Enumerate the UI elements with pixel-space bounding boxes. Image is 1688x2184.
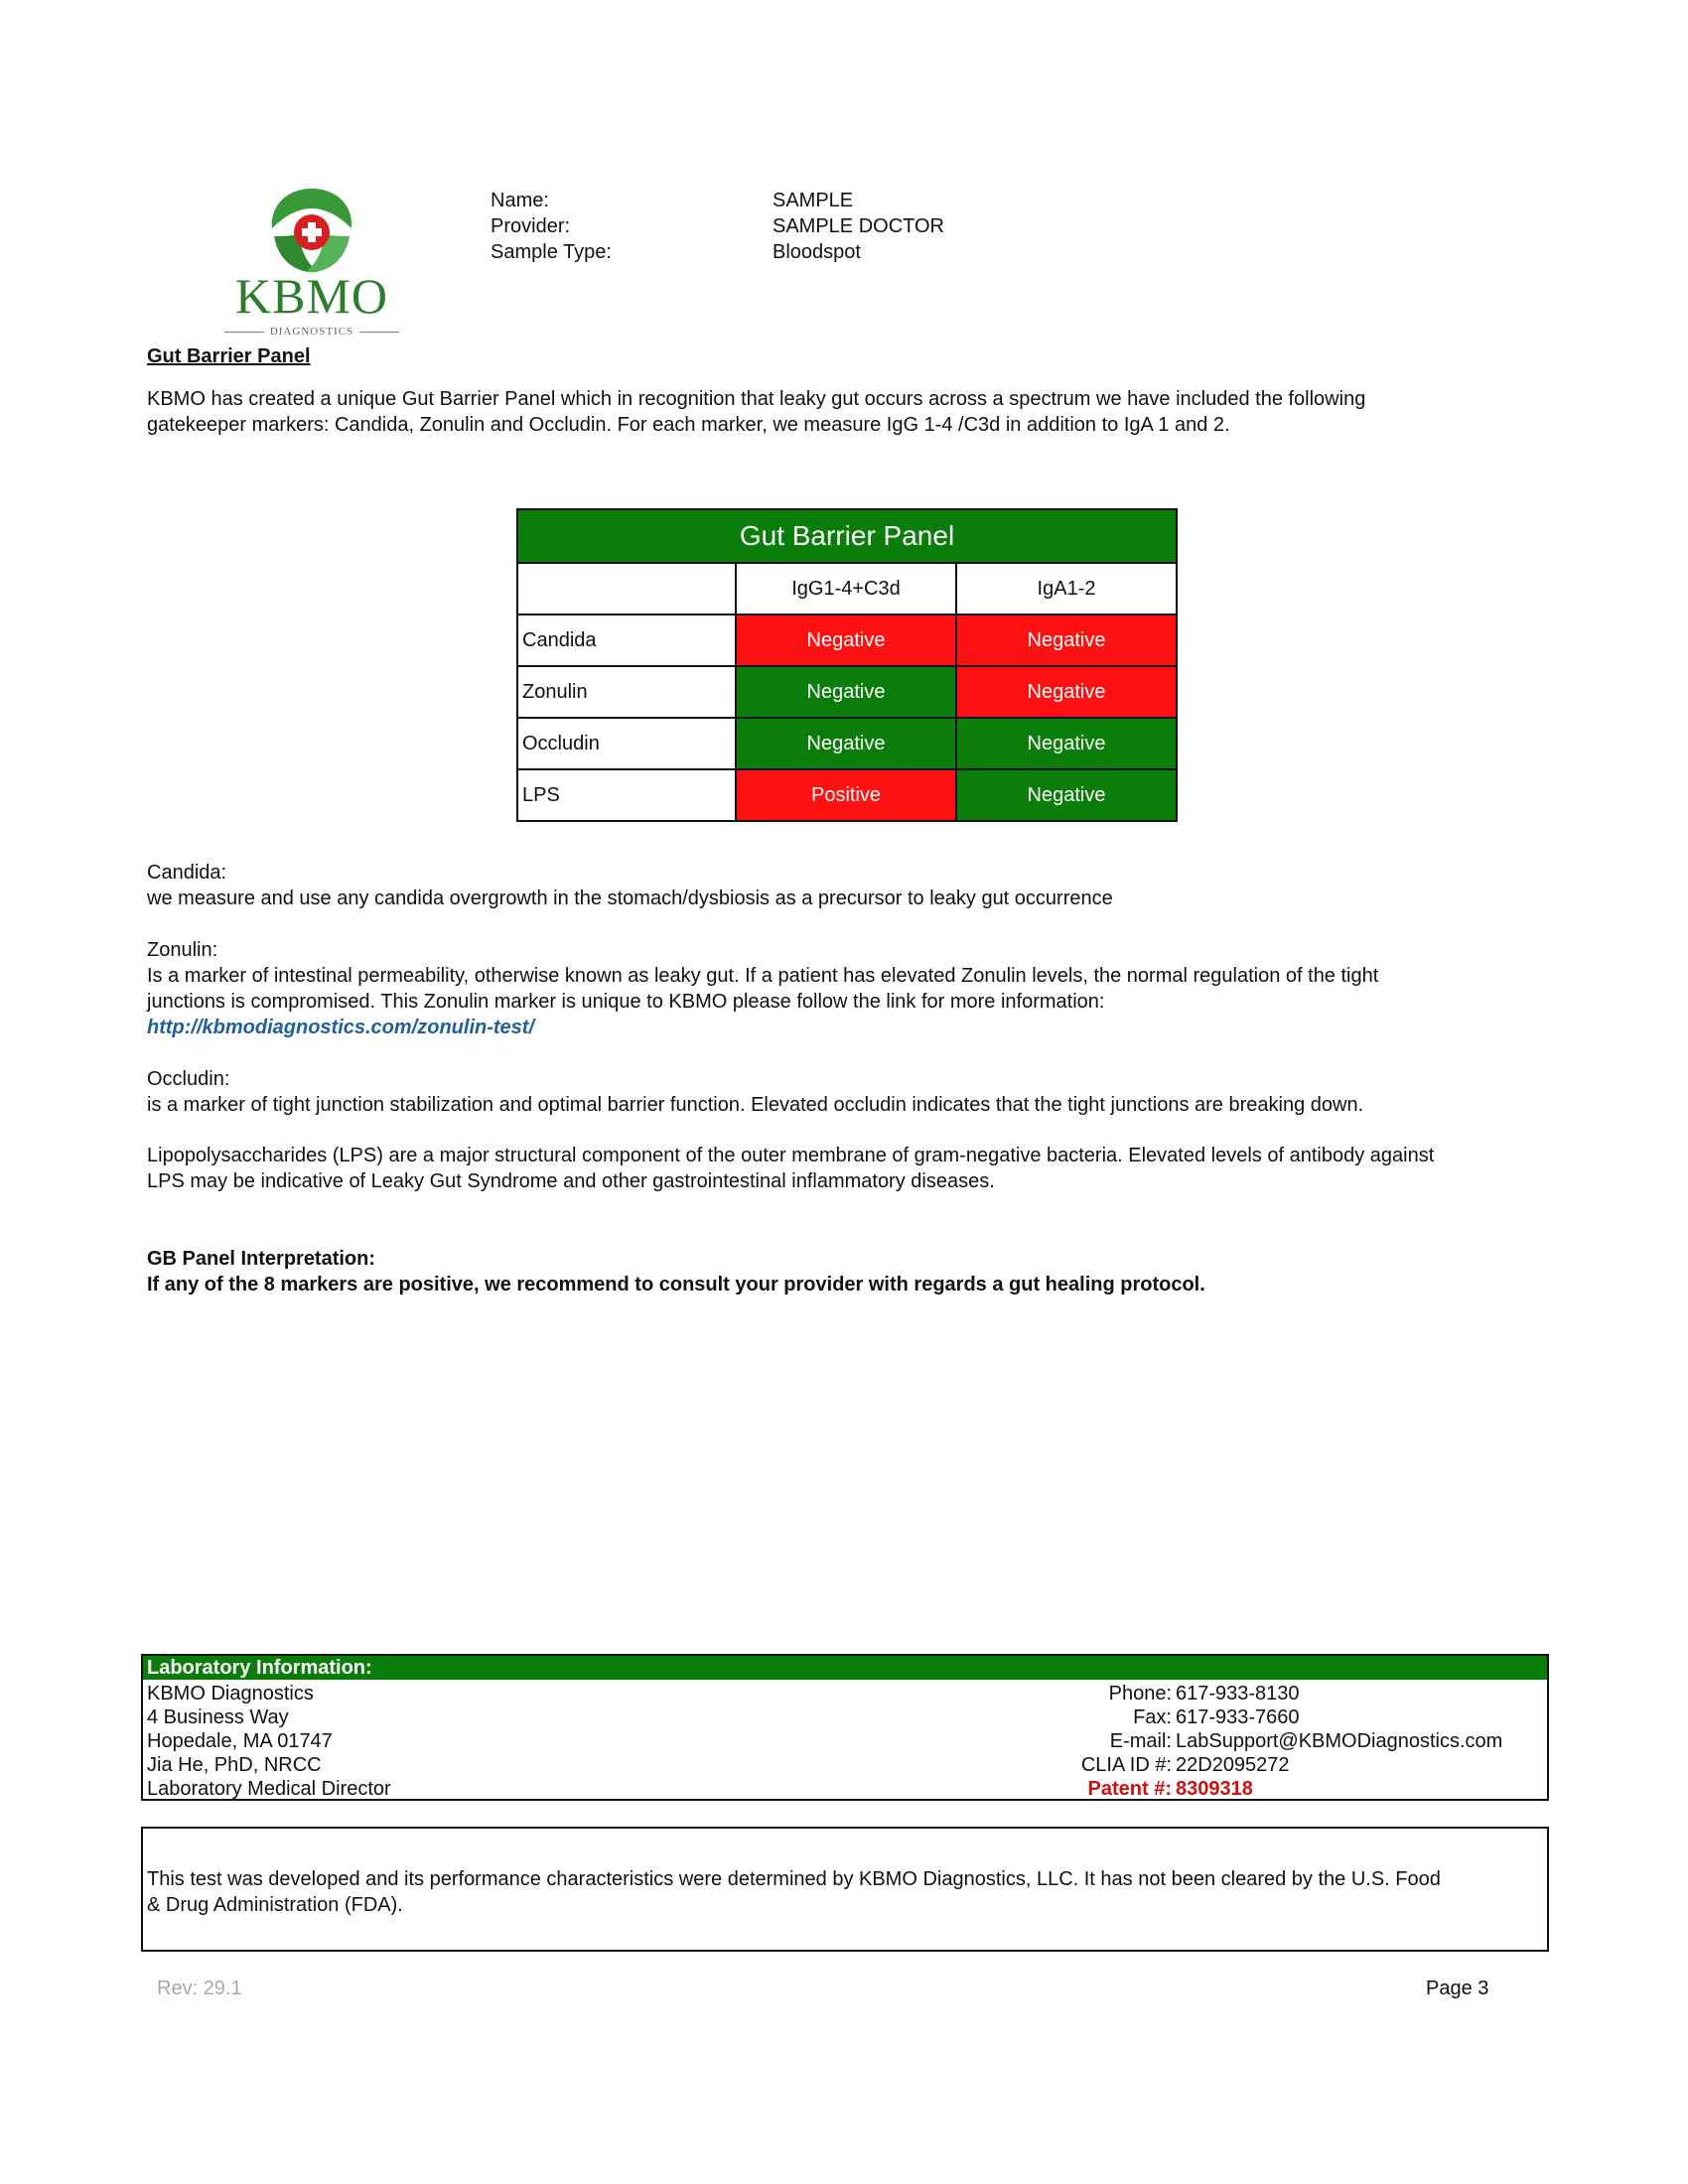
zonulin-link-row [147, 1015, 1527, 1040]
provider-value: SAMPLE DOCTOR [773, 215, 944, 237]
candida-text: we measure and use any candida overgrowth in the stomach/dysbiosis as a precursor to leaky gut occurrence [147, 887, 1113, 909]
table-row [517, 666, 1177, 718]
result-occludin-iga: Negative [956, 718, 1177, 769]
logo-brand: KBMO [234, 268, 389, 324]
disclaimer-text: This test was developed and its performance characteristics were determined by KBMO Diagnostics, LLC. It has not been cleared by the U.S. Food & Drug Administration (FDA). [147, 1868, 1441, 1916]
zonulin-text-line1: Is a marker of intestinal permeability, otherwise known as leaky gut. If a patient has elevated Zonulin levels, the normal regulation of the tight [147, 965, 1379, 987]
clia-value: 22D2095272 [1176, 1754, 1290, 1776]
interpretation-text: If any of the 8 markers are positive, we recommend to consult your provider with regards a gut healing protocol. [147, 1274, 1205, 1296]
lps-text-line1: Lipopolysaccharides (LPS) are a major structural component of the outer membrane of gram-negative bacteria. Elevated levels of antibody against [147, 1145, 1435, 1166]
zonulin-info-link[interactable]: http://kbmodiagnostics.com/zonulin-test/ [147, 1017, 534, 1038]
revision-label: Rev: 29.1 [157, 1978, 242, 1999]
kbmo-logo [203, 185, 421, 340]
intro-paragraph: KBMO has created a unique Gut Barrier Panel which in recognition that leaky gut occurs across a spectrum we have included the following gatekeeper markers: Candida, Zonulin and Occludin. For each marker, we measure IgG 1-4 /C3d in addition to IgA 1 and 2. [147, 388, 1366, 436]
candida-title: Candida: [147, 862, 227, 884]
fax-value: 617-933-7660 [1176, 1706, 1300, 1728]
clia-label: CLIA ID #: [1080, 1754, 1172, 1776]
marker-candida: Candida [517, 614, 736, 666]
lab-contact-values [1176, 1682, 1502, 1801]
lab-street: 4 Business Way [147, 1706, 289, 1728]
header-blank-cell [517, 563, 736, 614]
kbmo-leaf-cross-icon [266, 185, 357, 276]
lab-info-header: Laboratory Information: [143, 1656, 1547, 1680]
table-row [517, 718, 1177, 769]
lab-director-title: Laboratory Medical Director [147, 1778, 391, 1800]
phone-value: 617-933-8130 [1176, 1683, 1300, 1705]
interpretation [147, 1246, 1205, 1297]
email-value: LabSupport@KBMODiagnostics.com [1176, 1730, 1503, 1752]
table-title: Gut Barrier Panel [517, 509, 1177, 563]
result-candida-igg: Negative [736, 614, 956, 666]
occludin-title: Occludin: [147, 1068, 230, 1090]
table-header-row [517, 563, 1177, 614]
zonulin-text-line2: junctions is compromised. This Zonulin marker is unique to KBMO please follow the link for more information: [147, 991, 1105, 1013]
header-iga: IgA1-2 [956, 563, 1177, 614]
marker-lps: LPS [517, 769, 736, 821]
lab-city: Hopedale, MA 01747 [147, 1730, 333, 1752]
result-lps-igg: Positive [736, 769, 956, 821]
result-candida-iga: Negative [956, 614, 1177, 666]
result-zonulin-iga: Negative [956, 666, 1177, 718]
phone-label: Phone: [1108, 1683, 1172, 1705]
name-value: SAMPLE [773, 190, 854, 211]
section-title: Gut Barrier Panel [147, 345, 311, 367]
patent-label: Patent #: [1087, 1778, 1172, 1800]
logo-subtitle: DIAGNOSTICS [203, 324, 421, 340]
marker-occludin: Occludin [517, 718, 736, 769]
marker-zonulin: Zonulin [517, 666, 736, 718]
lab-contact-labels [1081, 1682, 1172, 1801]
zonulin-title: Zonulin: [147, 939, 218, 961]
lab-name: KBMO Diagnostics [147, 1683, 314, 1705]
occludin-text: is a marker of tight junction stabilization and optimal barrier function. Elevated occludin indicates that the tight junctions are breaking down. [147, 1094, 1364, 1116]
email-label: E-mail: [1109, 1730, 1172, 1752]
lps-text-line2: LPS may be indicative of Leaky Gut Syndrome and other gastrointestinal inflammatory diseases. [147, 1170, 995, 1192]
table-row [517, 614, 1177, 666]
sample-type-value: Bloodspot [773, 241, 861, 263]
result-occludin-igg: Negative [736, 718, 956, 769]
provider-label: Provider: [491, 215, 571, 237]
lab-director-name: Jia He, PhD, NRCC [147, 1754, 322, 1776]
fax-label: Fax: [1133, 1706, 1172, 1728]
interpretation-title: GB Panel Interpretation: [147, 1248, 376, 1270]
result-zonulin-igg: Negative [736, 666, 956, 718]
result-lps-iga: Negative [956, 769, 1177, 821]
disclaimer-box [141, 1827, 1549, 1952]
lab-address [147, 1682, 391, 1801]
page-number: Page 3 [1426, 1978, 1489, 1999]
name-label: Name: [491, 190, 549, 211]
sample-type-label: Sample Type: [491, 241, 612, 263]
patent-value: 8309318 [1176, 1778, 1253, 1800]
table-title-row [517, 509, 1177, 563]
gut-barrier-results-table [516, 508, 1178, 822]
table-row [517, 769, 1177, 821]
laboratory-info-box [141, 1654, 1549, 1801]
header-igg: IgG1-4+C3d [736, 563, 956, 614]
